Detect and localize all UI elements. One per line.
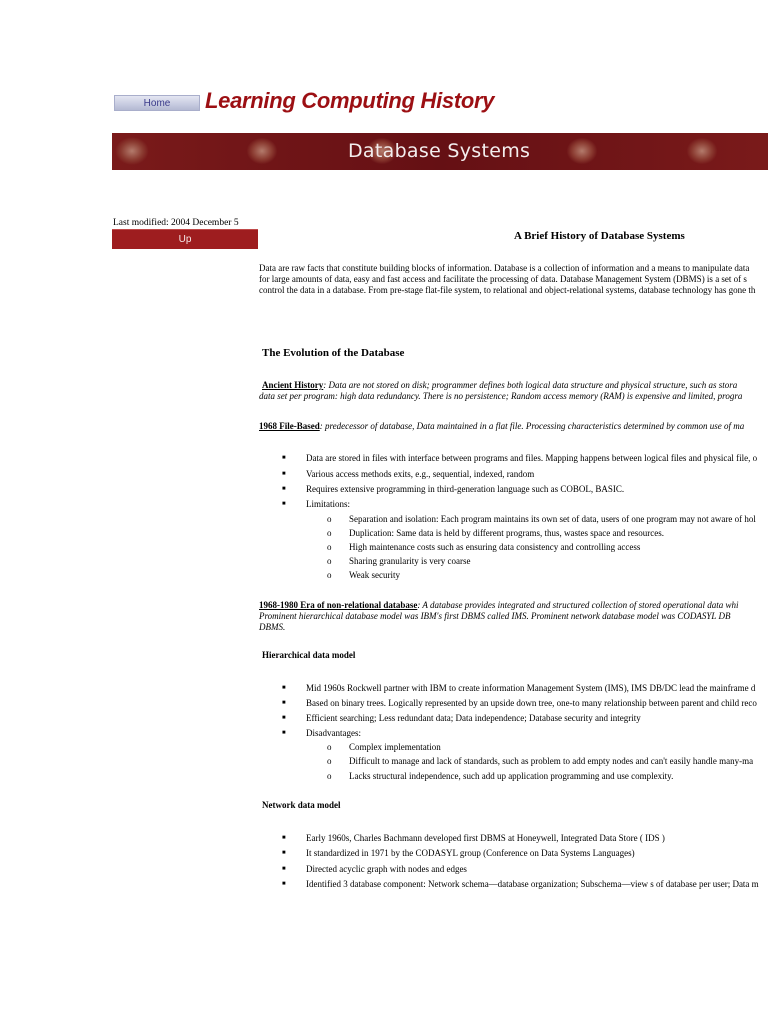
file-based-line xyxy=(259,421,744,432)
intro-line: for large amounts of data, easy and fast access and facilitate the processing of data. Database Management System (DBMS) is a set of s xyxy=(259,274,747,284)
banner-title: Database Systems xyxy=(348,140,531,162)
non-relational-line xyxy=(259,622,285,633)
article-heading: A Brief History of Database Systems xyxy=(514,230,685,242)
network-heading: Network data model xyxy=(262,800,341,810)
non-relational-label: 1968-1980 Era of non-relational database xyxy=(259,600,418,610)
home-button[interactable]: Home xyxy=(114,95,200,111)
ancient-history-line xyxy=(259,391,742,402)
last-modified-text: Last modified: 2004 December 5 xyxy=(113,218,239,228)
ancient-history-text: data set per program: high data redundancy. There is no persistence; Random access memory (RAM) is expensive and limited, progra xyxy=(259,391,743,401)
file-based-label: 1968 File-Based xyxy=(259,421,320,431)
hierarchical-heading: Hierarchical data model xyxy=(262,650,356,660)
non-relational-line xyxy=(259,611,730,622)
up-button[interactable]: Up xyxy=(112,229,258,249)
ancient-history-line xyxy=(262,380,737,391)
non-relational-text: : A database provides integrated and structured collection of stored operational data whi xyxy=(417,600,739,610)
section-banner xyxy=(112,133,768,170)
evolution-heading: The Evolution of the Database xyxy=(262,347,405,359)
intro-line: control the data in a database. From pre-stage flat-file system, to relational and object-relational systems, database technology has gone th xyxy=(259,285,756,295)
intro-line: Data are raw facts that constitute building blocks of information. Database is a collection of information and a means to manipulate data xyxy=(259,263,750,273)
non-relational-text: DBMS. xyxy=(259,622,286,632)
ancient-history-label: Ancient History xyxy=(262,380,324,390)
site-title: Learning Computing History xyxy=(205,88,495,113)
file-based-text: : predecessor of database, Data maintained in a flat file. Processing characteristics determined by common use of ma xyxy=(319,421,745,431)
ancient-history-text: : Data are not stored on disk; programmer defines both logical data structure and physical structure, such as stora xyxy=(323,380,738,390)
non-relational-text: Prominent hierarchical database model was IBM's first DBMS called IMS. Prominent network database model was CODASYL DB xyxy=(259,611,731,621)
non-relational-line xyxy=(259,600,738,611)
